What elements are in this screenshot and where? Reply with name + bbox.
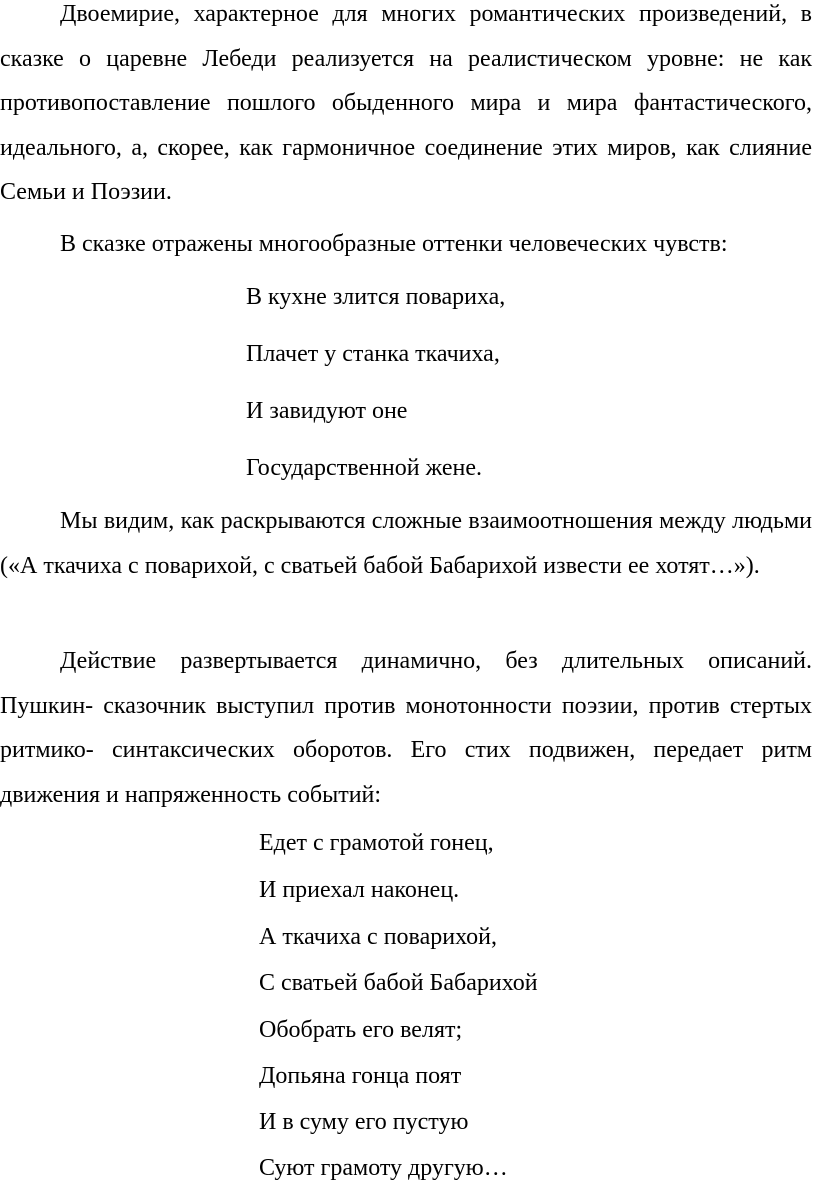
paragraph-dynamics: Действие развертывается динамично, без длительных описаний. Пушкин- сказочник выступил против монотонности поэзии, против стертых ритмико- синтаксических оборотов. Его стих подвижен, передает ритм движения и напряженность событий: xyxy=(0,648,812,808)
verse-line: И приехал наконец. xyxy=(259,877,460,903)
verse-line: С сватьей бабой Бабарихой xyxy=(259,970,538,996)
paragraph-relationships: Мы видим, как раскрываются сложные взаимоотношения между людьми («А ткачиха с поварихой, с сватьей бабой Бабарихой извести ее хотят…»). xyxy=(0,508,812,579)
verse-line: Государственной жене. xyxy=(246,455,482,481)
paragraph-feelings-intro: В сказке отражены многообразные оттенки человеческих чувств: xyxy=(60,231,728,257)
verse-line: Допьяна гонца поят xyxy=(259,1063,462,1089)
verse-line: И завидуют оне xyxy=(246,398,408,424)
verse-line: И в суму его пустую xyxy=(259,1109,469,1135)
verse-line: Плачет у станка ткачиха, xyxy=(246,341,500,367)
paragraph-dvoemirie: Двоемирие, характерное для многих романтических произведений, в сказке о царевне Лебеди реализуется на реалистическом уровне: не как противопоставление пошлого обыденного мира и мира фантастического, идеального, а, скорее, как гармоничное соединение этих миров, как слияние Семьи и Поэзии. xyxy=(0,1,812,205)
verse-line: А ткачиха с поварихой, xyxy=(259,924,497,950)
verse-line: Обобрать его велят; xyxy=(259,1017,463,1043)
verse-line: В кухне злится повариха, xyxy=(246,284,506,310)
verse-line: Суют грамоту другую… xyxy=(259,1155,508,1181)
verse-line: Едет с грамотой гонец, xyxy=(259,830,494,856)
